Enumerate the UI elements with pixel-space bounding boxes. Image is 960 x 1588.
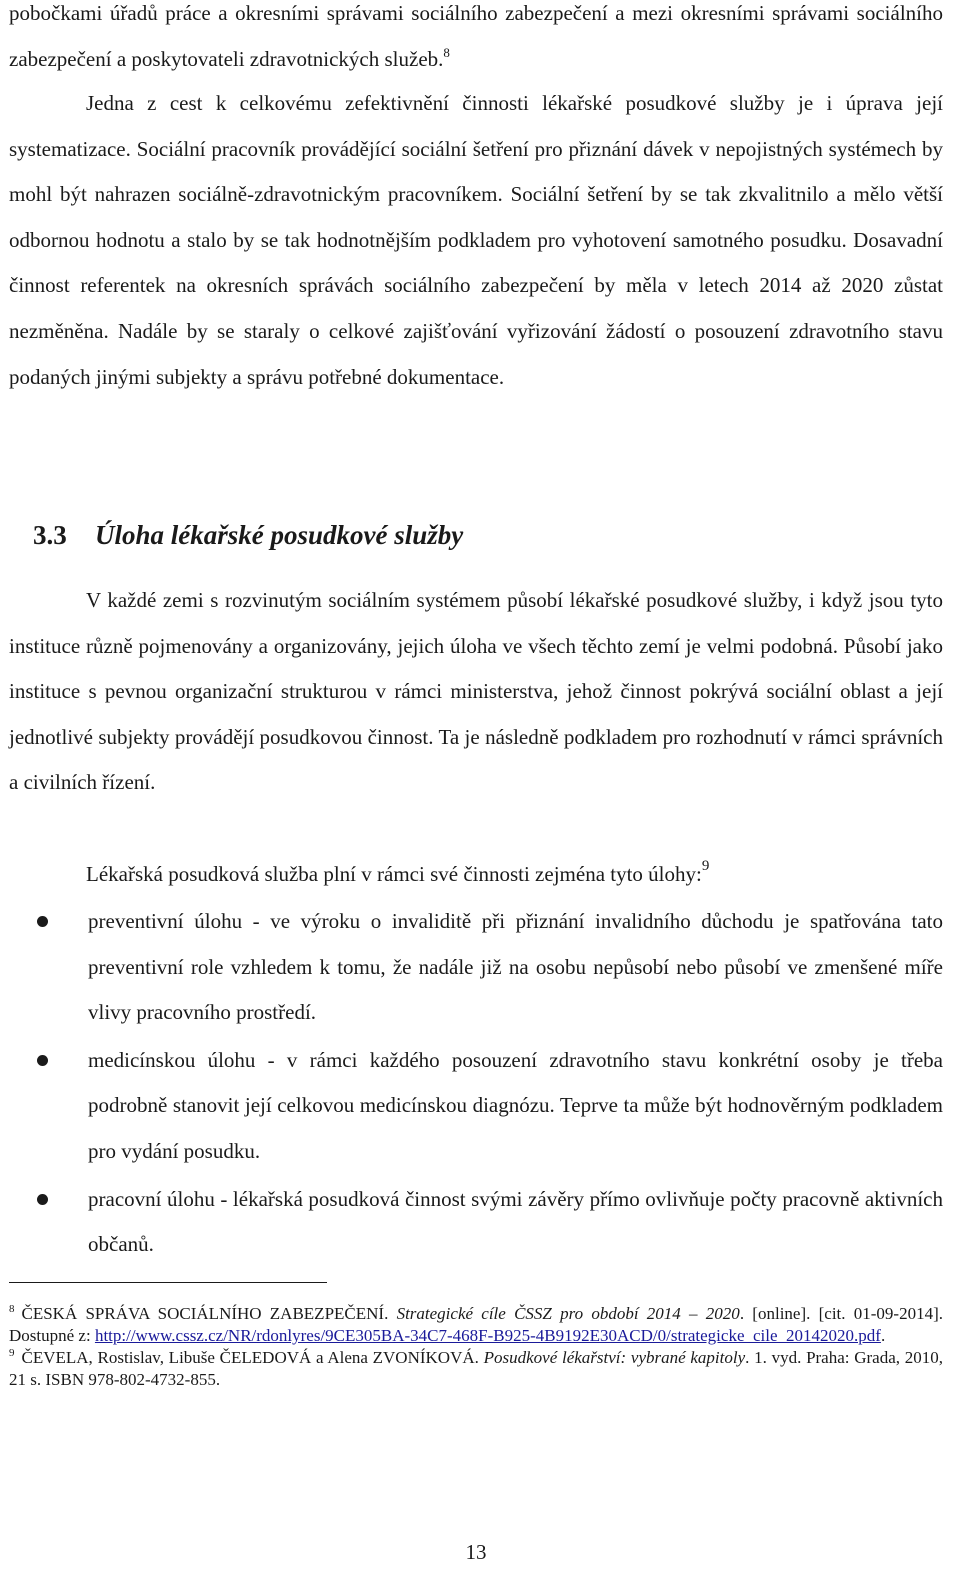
footnote-title: Posudkové lékařství: vybrané kapitoly — [483, 1348, 746, 1367]
footnote-link[interactable]: http://www.cssz.cz/NR/rdonlyres/9CE305BA-34C7-468F-B925-4B9192E30ACD/0/strategicke_cile_20142020.pdf — [94, 1326, 881, 1345]
bullet-icon — [37, 1055, 48, 1066]
paragraph-tasks-intro — [9, 852, 943, 898]
paragraph-tasks-intro-text: Lékařská posudková služba plní v rámci své činnosti zejména tyto úlohy: — [86, 862, 702, 886]
footnote-8 — [9, 1303, 943, 1347]
paragraph-systematization — [9, 81, 943, 400]
footnote-number: 8 — [9, 1303, 15, 1315]
document-page — [9, 0, 943, 1588]
footnotes — [9, 1303, 943, 1391]
list-item-text: preventivní úlohu - ve výroku o invaliditě při přiznání invalidního důchodu je spatřována tato preventivní role vzhledem k tomu, že nadále již na osobu nepůsobí nebo působí ve zmenšené míře vlivy pracovního prostředí. — [88, 909, 943, 1025]
footnote-ref-9[interactable]: 9 — [701, 858, 710, 874]
paragraph-role — [9, 578, 943, 806]
footnote-9 — [9, 1347, 943, 1391]
top-paragraph-text: pobočkami úřadů práce a okresními správami sociálního zabezpečení a mezi okresními správami sociálního zabezpečení a poskytovateli zdravotnických služeb. — [9, 1, 943, 71]
page-number: 13 — [465, 1540, 487, 1564]
paragraph-systematization-text: Jedna z cest k celkovému zefektivnění činnosti lékařské posudkové služby je i úprava její systematizace. Sociální pracovník provádějící sociální šetření pro přiznání dávek v nepojistných systémech by mohl být nahrazen sociálně-zdravotnickým pracovníkem. Sociální šetření by se tak zkvalitnilo a mělo větší odbornou hodnotu a stalo by se tak hodnotnějším podkladem pro vyhotovení samotného posudku. Dosavadní činnost referentek na okresních správách sociálního zabezpečení by měla v letech 2014 až 2020 zůstat nezměněna. Nadále by se staraly o celkové zajišťování vyřizování žádostí o posouzení zdravotního stavu podaných jinými subjekty a správu potřebné dokumentace. — [9, 91, 943, 389]
list-item — [9, 1177, 943, 1268]
footnote-ref-8[interactable]: 8 — [443, 44, 450, 60]
section-number: 3.3 — [33, 520, 67, 550]
bullet-icon — [37, 916, 48, 927]
list-item — [9, 899, 943, 1036]
footnote-end: . — [880, 1326, 886, 1345]
tasks-list — [9, 899, 943, 1270]
section-heading — [33, 520, 463, 551]
list-item — [9, 1038, 943, 1175]
footnote-details: . [online]. [cit. 01-09-2014]. Dostupné z: — [9, 1304, 943, 1345]
list-item-text: medicínskou úlohu - v rámci každého posouzení zdravotního stavu konkrétní osoby je třeba podrobně stanovit její celkovou medicínskou diagnózu. Teprve ta může být hodnověrným podkladem pro vydání posudku. — [88, 1047, 943, 1163]
top-paragraph — [9, 0, 943, 82]
footnote-details: . 1. vyd. Praha: Grada, 2010, 21 s. ISBN 978-802-4732-855. — [9, 1348, 943, 1389]
paragraph-role-text: V každé zemi s rozvinutým sociálním systémem působí lékařské posudkové služby, i když jsou tyto instituce různě pojmenovány a organizovány, jejich úloha ve všech těchto zemí je velmi podobná. Působí jako instituce s pevnou organizační strukturou v rámci ministerstva, jehož činnost pokrývá sociální oblast a její jednotlivé subjekty provádějí posudkovou činnost. Ta je následně podkladem pro rozhodnutí v rámci správních a civilních řízení. — [9, 588, 943, 795]
footnote-divider — [9, 1282, 327, 1283]
section-title: Úloha lékařské posudkové služby — [95, 520, 464, 550]
footnote-author: ČEVELA, Rostislav, Libuše ČELEDOVÁ a Alena ZVONÍKOVÁ. — [21, 1348, 484, 1367]
footnote-author: ČESKÁ SPRÁVA SOCIÁLNÍHO ZABEZPEČENÍ. — [21, 1304, 397, 1323]
list-item-text: pracovní úlohu - lékařská posudková činnost svými závěry přímo ovlivňuje počty pracovně aktivních občanů. — [88, 1186, 943, 1257]
bullet-icon — [37, 1194, 48, 1205]
footnote-title: Strategické cíle ČSSZ pro období 2014 – 2020 — [396, 1304, 740, 1323]
footnote-number: 9 — [9, 1347, 15, 1359]
